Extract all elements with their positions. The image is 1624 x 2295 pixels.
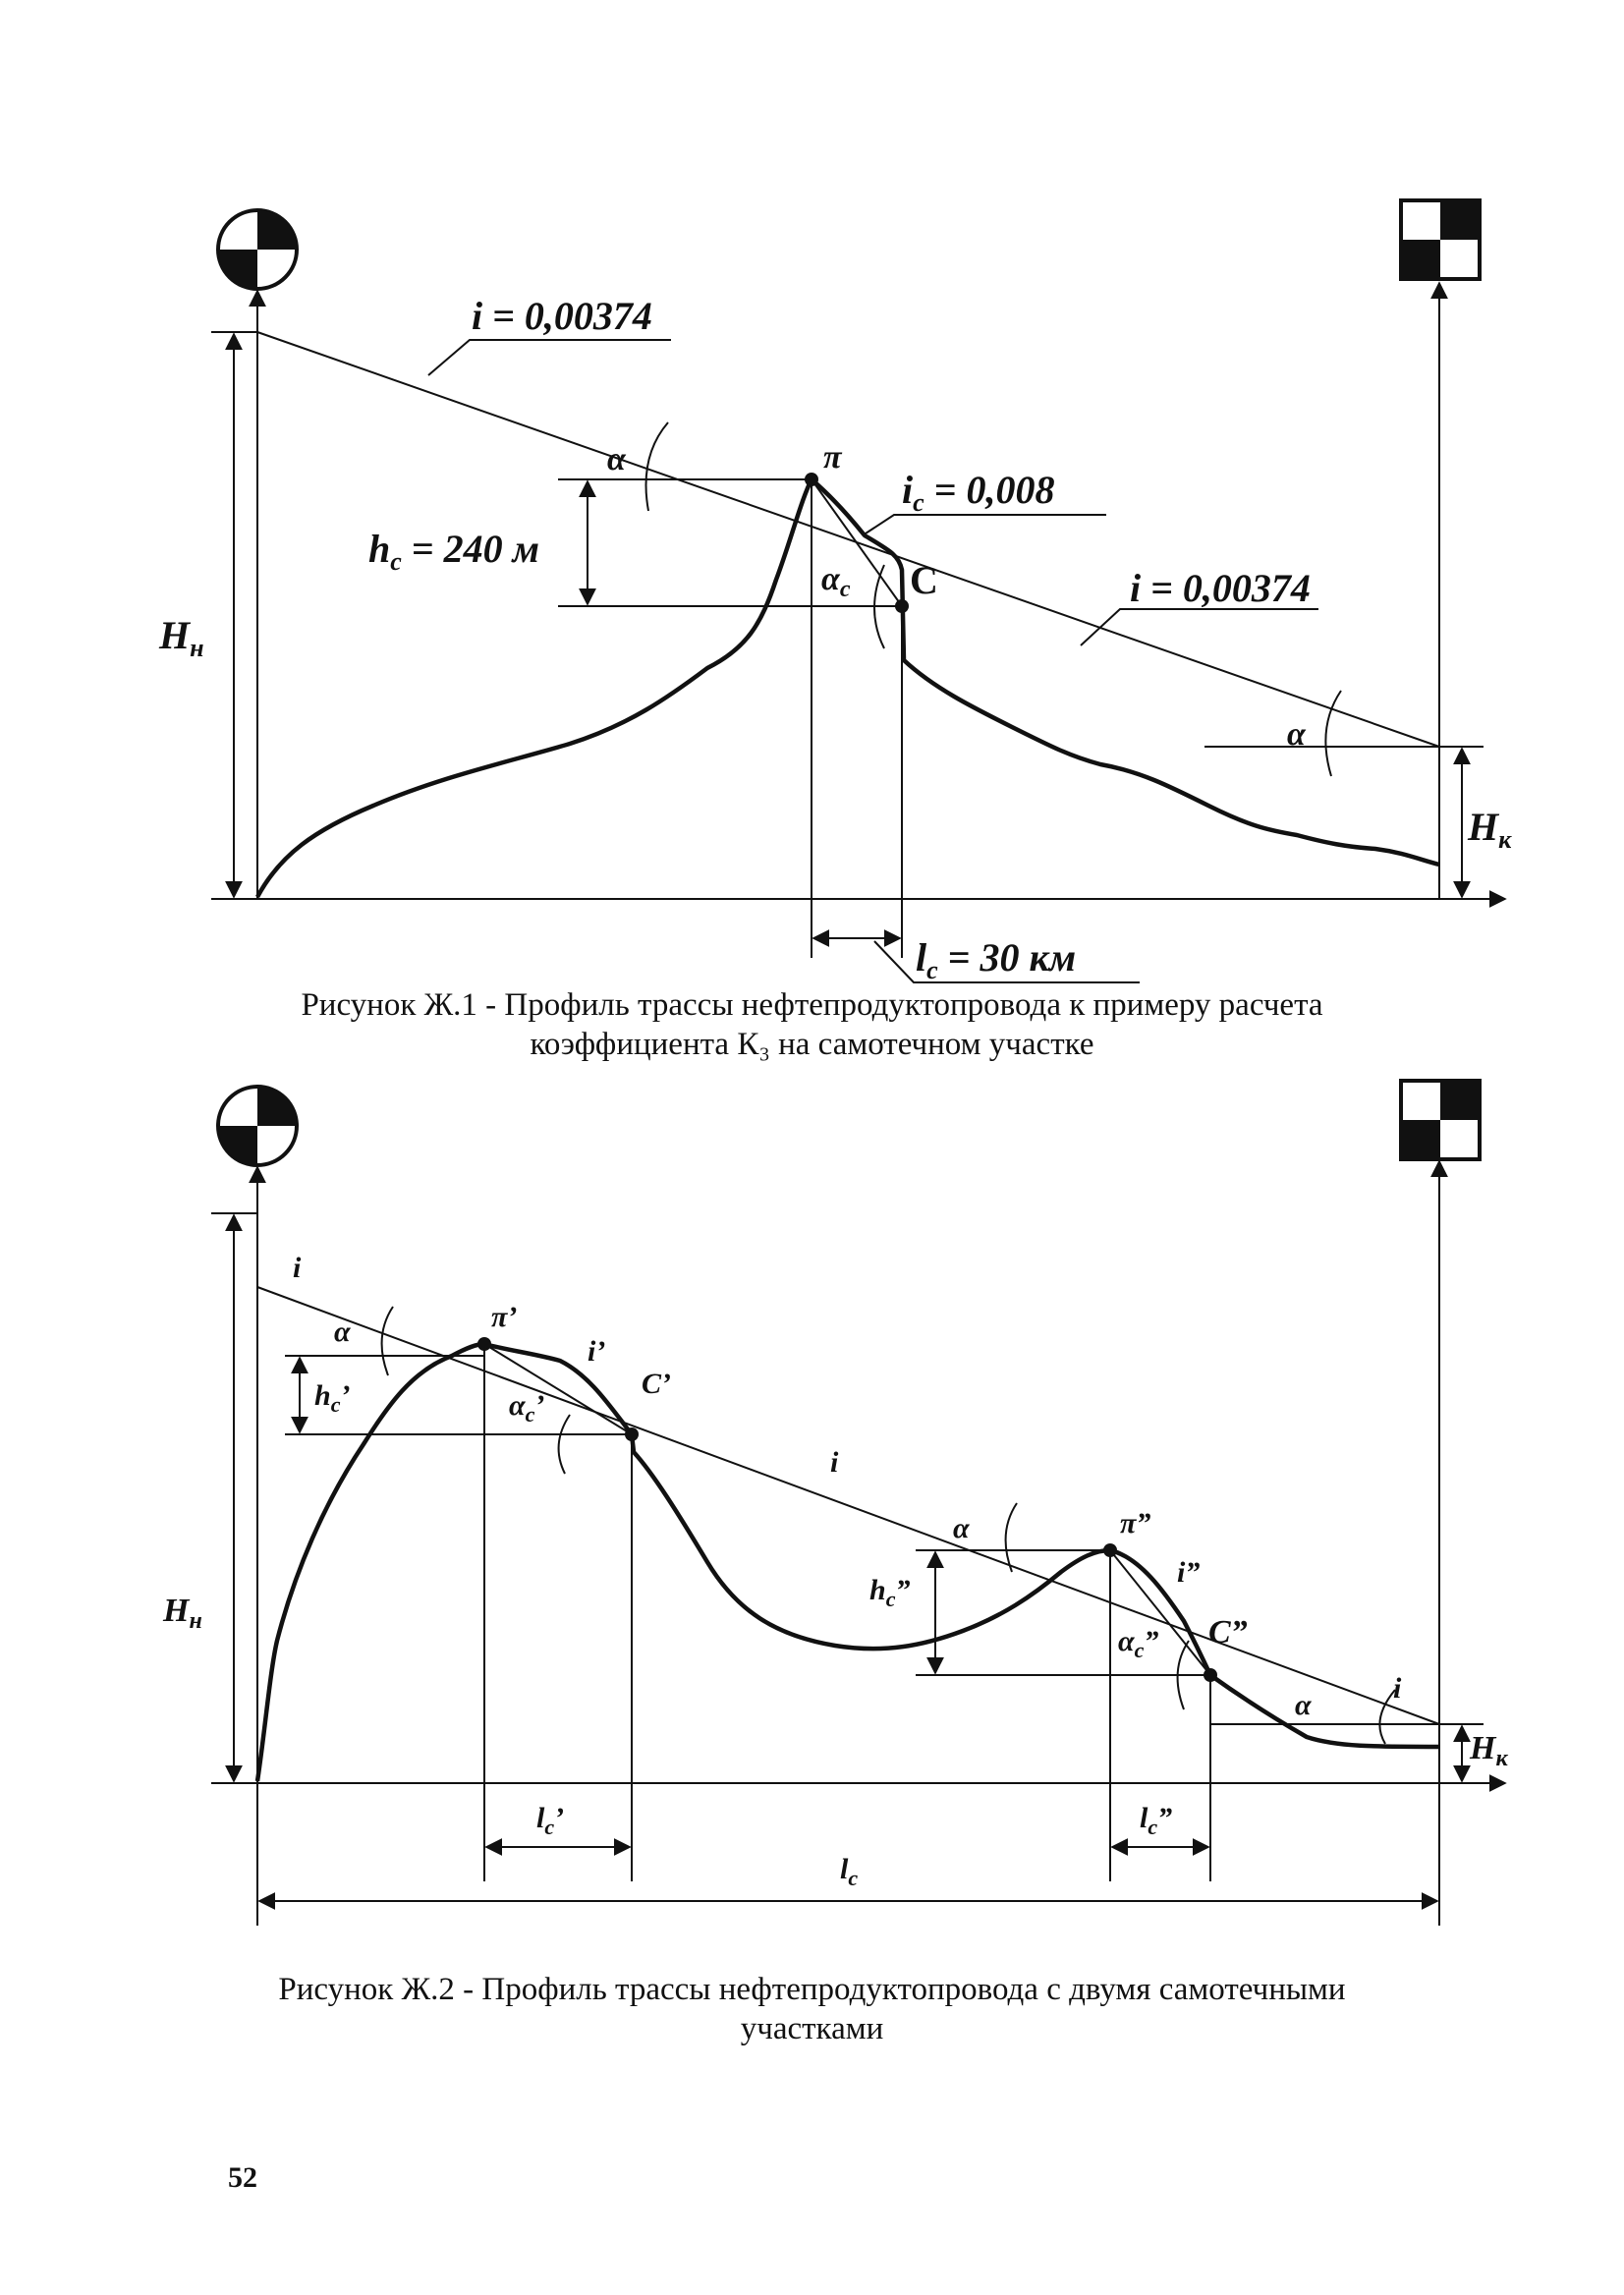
hn-label-2: $H_н$ bbox=[163, 1593, 202, 1634]
figure-2-caption-line-2: участками bbox=[740, 2011, 884, 2046]
hn-label: $H_н$ bbox=[159, 613, 204, 662]
alpha-c-label: $\alpha_c$ bbox=[821, 561, 851, 602]
pass-point-pi1 bbox=[477, 1337, 491, 1351]
c2-label: C” bbox=[1208, 1614, 1248, 1651]
alpha-label-2: α bbox=[953, 1512, 970, 1544]
page-number: 52 bbox=[228, 2161, 257, 2194]
figure-1-caption-line-2: коэффициента К₃ на самотечном участке bbox=[530, 1027, 1094, 1062]
pi2-label: π” bbox=[1120, 1507, 1151, 1539]
lc-label: $l_c = 30$ км bbox=[916, 935, 1077, 984]
hc2-label: $h_c$” bbox=[869, 1574, 911, 1611]
i-dprime-label: i” bbox=[1177, 1556, 1201, 1589]
alpha-label-3: α bbox=[1295, 1689, 1312, 1721]
slope-right-label: i = 0,00374 bbox=[1130, 566, 1311, 610]
c1-label: C’ bbox=[642, 1368, 671, 1400]
c-label: C bbox=[910, 558, 938, 602]
hk-label: $H_к$ bbox=[1468, 805, 1512, 854]
i-label-middle: i bbox=[830, 1446, 839, 1479]
ic-label: $i_c = 0,008$ bbox=[902, 468, 1055, 517]
start-station-icon-2 bbox=[218, 1087, 297, 1165]
lc2-label: $l_c$” bbox=[1140, 1802, 1173, 1839]
alpha-label-left: α bbox=[607, 441, 626, 477]
end-station-icon-2 bbox=[1401, 1081, 1480, 1159]
hydraulic-gradient-line-2 bbox=[257, 1287, 1439, 1724]
figure-1-caption-line-1: Рисунок Ж.1 - Профиль трассы нефтепродуктопровода к примеру расчета bbox=[301, 987, 1323, 1023]
ground-profile-2 bbox=[257, 1344, 1439, 1781]
lc1-label: $l_c$’ bbox=[536, 1802, 565, 1839]
point-c1 bbox=[625, 1427, 639, 1441]
ac1-label: $\alpha_c$’ bbox=[509, 1389, 545, 1427]
i-label-end: i bbox=[1393, 1672, 1402, 1705]
alpha-label-right: α bbox=[1287, 716, 1306, 753]
figure-2-caption bbox=[0, 1970, 1624, 2048]
pi1-label: π’ bbox=[491, 1301, 518, 1333]
alpha-label-1: α bbox=[334, 1315, 351, 1348]
i-prime-label: i’ bbox=[588, 1335, 606, 1368]
lc-label: $l_c$ bbox=[840, 1853, 859, 1890]
i-label-start: i bbox=[293, 1252, 302, 1284]
pass-point-pi2 bbox=[1103, 1543, 1117, 1557]
figure-2-caption-line-1: Рисунок Ж.2 - Профиль трассы нефтепродуктопровода с двумя самотечными bbox=[278, 1972, 1346, 2007]
point-c2 bbox=[1204, 1668, 1217, 1682]
pi-label: π bbox=[823, 439, 842, 476]
hc1-label: $h_c$’ bbox=[314, 1379, 351, 1417]
slope-top-label: i = 0,00374 bbox=[472, 294, 652, 338]
ac2-label: $\alpha_c$” bbox=[1118, 1625, 1159, 1662]
hk-label-2: $H_к$ bbox=[1470, 1730, 1508, 1771]
hc-label: $h_c = 240$ м bbox=[368, 527, 539, 576]
